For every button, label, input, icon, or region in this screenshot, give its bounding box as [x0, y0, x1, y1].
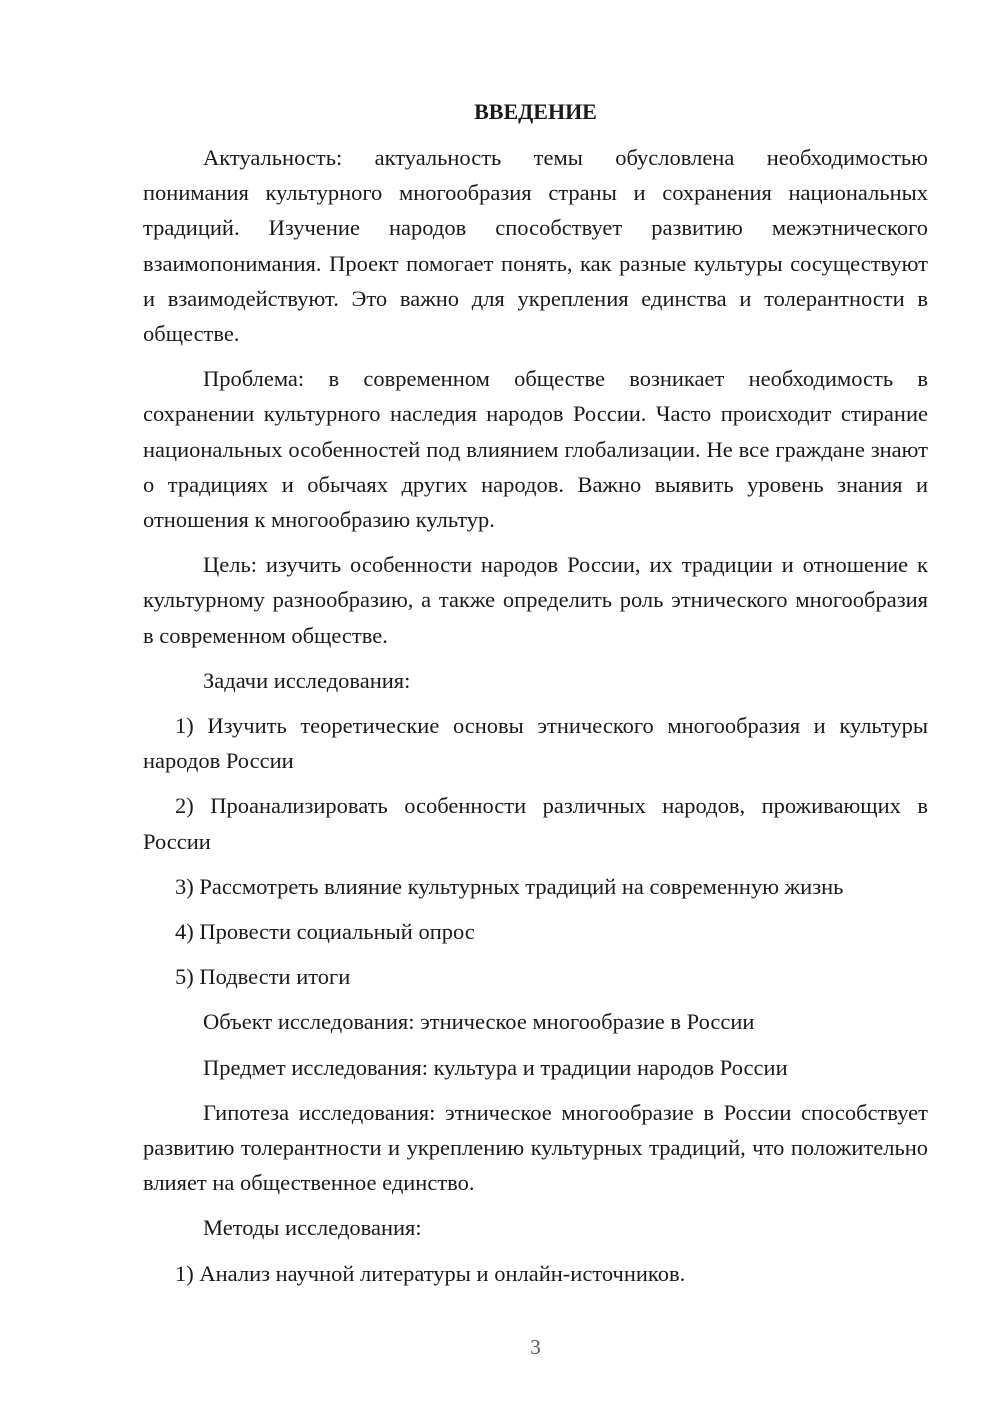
task-item: 4) Провести социальный опрос: [175, 919, 475, 945]
goal-paragraph: Цель: изучить особенности народов России, их традиции и отношение к культурному разнообразию, а также определить роль этнического многообразия в современном обществе.: [143, 552, 928, 648]
methods-heading: Методы исследования:: [203, 1215, 422, 1241]
section-title: ВВЕДЕНИЕ: [474, 99, 597, 124]
problem-paragraph: Проблема: в современном обществе возникает необходимость в сохранении культурного наследия народов России. Часто происходит стирание национальных особенностей под влиянием глобализации. Не все граждане знают о традициях и обычаях других народов. Важно выявить уровень знания и отношения к многообразию культур.: [143, 366, 928, 533]
tasks-heading: Задачи исследования:: [203, 667, 411, 693]
subject-paragraph: Предмет исследования: культура и традиции народов России: [203, 1054, 788, 1080]
document-body: [143, 140, 928, 1301]
object-paragraph: Объект исследования: этническое многообразие в России: [203, 1009, 755, 1035]
page-number: 3: [530, 1335, 541, 1359]
task-item: 1) Изучить теоретические основы этнического многообразия и культуры народов России: [143, 713, 928, 774]
method-item: 1) Анализ научной литературы и онлайн-источников.: [175, 1260, 686, 1286]
relevance-paragraph: Актуальность: актуальность темы обусловлена необходимостью понимания культурного многообразия страны и сохранения национальных традиций. Изучение народов способствует развитию межэтнического взаимопонимания. Проект помогает понять, как разные культуры сосуществуют и взаимодействуют. Это важно для укрепления единства и толерантности в обществе.: [143, 145, 928, 347]
task-item: 3) Рассмотреть влияние культурных традиций на современную жизнь: [175, 873, 844, 899]
document-page: [143, 0, 928, 1414]
hypothesis-paragraph: Гипотеза исследования: этническое многообразие в России способствует развитию толерантности и укреплению культурных традиций, что положительно влияет на общественное единство.: [143, 1099, 928, 1196]
task-item: 5) Подвести итоги: [175, 964, 351, 990]
task-item: 2) Проанализировать особенности различных народов, проживающих в России: [143, 793, 928, 854]
